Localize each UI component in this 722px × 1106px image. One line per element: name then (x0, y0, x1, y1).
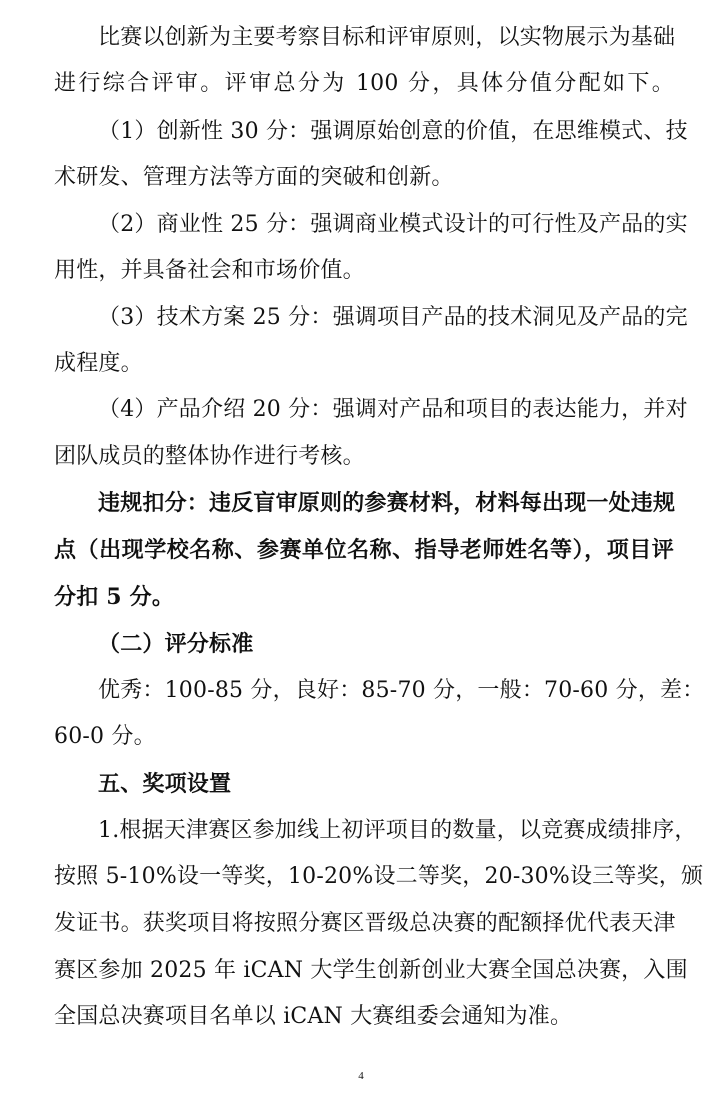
section-heading-awards: 五、奖项设置 (98, 771, 232, 797)
grading-line-1: 优秀：100-85 分，良好：85-70 分，一般：70-60 分，差： (98, 678, 705, 703)
penalty-line-2: 点（出现学校名称、参赛单位名称、指导老师姓名等），项目评 (54, 537, 674, 563)
criterion-presentation-line-1: （4）产品介绍 20 分：强调对产品和项目的表达能力，并对 (98, 397, 688, 422)
paragraph-intro-line-2: 进行综合评审。评审总分为 100 分，具体分值分配如下。 (54, 71, 674, 96)
awards-line-5: 全国总决赛项目名单以 iCAN 大赛组委会通知为准。 (54, 1004, 573, 1029)
penalty-line-3: 分扣 5 分。 (54, 584, 175, 610)
section-heading-scoring-standard: （二）评分标准 (98, 631, 254, 657)
criterion-technical-line-1: （3）技术方案 25 分：强调项目产品的技术洞见及产品的完 (98, 305, 688, 330)
awards-line-4: 赛区参加 2025 年 iCAN 大学生创新创业大赛全国总决赛，入围 (54, 958, 688, 983)
awards-line-1: 1.根据天津赛区参加线上初评项目的数量，以竞赛成绩排序， (98, 818, 697, 843)
penalty-line-1: 违规扣分：违反盲审原则的参赛材料，材料每出现一处违规 (98, 490, 676, 516)
criterion-technical-line-2: 成程度。 (54, 351, 143, 376)
criterion-presentation-line-2: 团队成员的整体协作进行考核。 (54, 444, 365, 469)
criterion-innovation-line-1: （1）创新性 30 分：强调原始创意的价值，在思维模式、技 (98, 119, 688, 144)
criterion-innovation-line-2: 术研发、管理方法等方面的突破和创新。 (54, 165, 454, 190)
paragraph-intro-line-1: 比赛以创新为主要考察目标和评审原则，以实物展示为基础 (98, 25, 676, 50)
criterion-commercial-line-1: （2）商业性 25 分：强调商业模式设计的可行性及产品的实 (98, 212, 688, 237)
criterion-commercial-line-2: 用性，并具备社会和市场价值。 (54, 258, 365, 283)
awards-line-3: 发证书。获奖项目将按照分赛区晋级总决赛的配额择优代表天津 (54, 911, 676, 936)
grading-line-2: 60-0 分。 (54, 724, 156, 749)
awards-line-2: 按照 5-10%设一等奖，10-20%设二等奖，20-30%设三等奖，颁 (54, 864, 704, 889)
page-number: 4 (358, 1070, 364, 1082)
